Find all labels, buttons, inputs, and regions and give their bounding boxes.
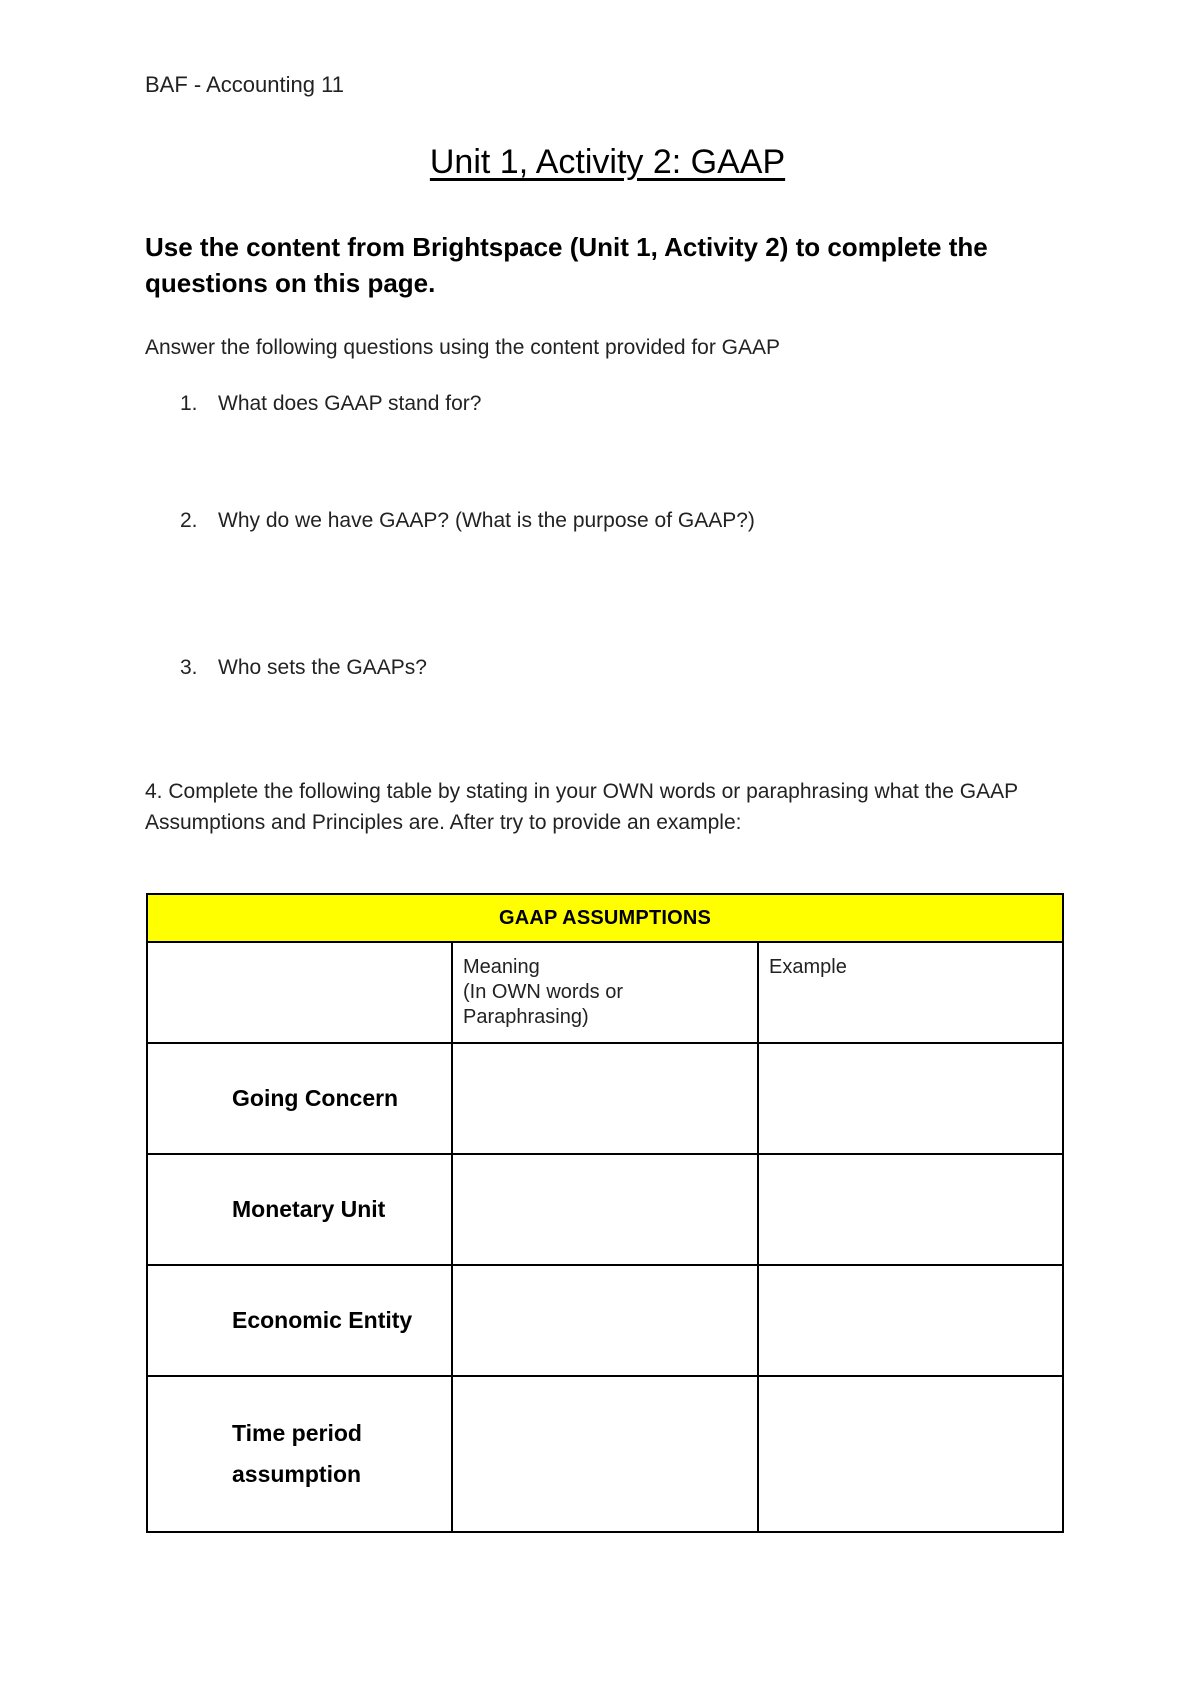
empty-corner-cell (147, 942, 452, 1043)
row-label: Time period assumption (232, 1420, 362, 1487)
instruction-text: Use the content from Brightspace (Unit 1, Activity 2) to complete the questions on this page. (145, 232, 988, 298)
question-text: What does GAAP stand for? (218, 392, 482, 415)
meaning-answer-cell[interactable] (452, 1154, 758, 1265)
meaning-sublabel: (In OWN words or Paraphrasing) (463, 981, 624, 1028)
course-header: BAF - Accounting 11 (145, 72, 344, 97)
meaning-label: Meaning (463, 956, 540, 978)
meaning-answer-cell[interactable] (452, 1265, 758, 1376)
table-row (147, 1376, 1063, 1532)
question-4: 4. Complete the following table by stating in your OWN words or paraphrasing what the GAAP Assumptions and Principles are. After try to provide an example: (145, 780, 1018, 834)
row-label: Going Concern (232, 1085, 399, 1111)
example-answer-cell[interactable] (758, 1043, 1063, 1154)
row-label-cell (147, 1043, 452, 1154)
example-answer-cell[interactable] (758, 1376, 1063, 1532)
question-2 (180, 509, 755, 533)
gaap-assumptions-table (146, 893, 1064, 1533)
table-row (147, 1043, 1063, 1154)
meaning-answer-cell[interactable] (452, 1376, 758, 1532)
question-text: Why do we have GAAP? (What is the purpose of GAAP?) (218, 509, 755, 532)
table-header: GAAP ASSUMPTIONS (147, 894, 1063, 942)
column-header-meaning (452, 942, 758, 1043)
table-row (147, 1154, 1063, 1265)
question-number: 1. (180, 392, 198, 415)
example-answer-cell[interactable] (758, 1265, 1063, 1376)
question-1 (180, 392, 481, 416)
table-row (147, 1265, 1063, 1376)
row-label: Monetary Unit (232, 1196, 386, 1222)
row-label-cell (147, 1154, 452, 1265)
page-title: Unit 1, Activity 2: GAAP (429, 143, 786, 181)
column-header-example (758, 942, 1063, 1043)
meaning-answer-cell[interactable] (452, 1043, 758, 1154)
question-3 (180, 656, 427, 680)
question-number: 2. (180, 509, 198, 532)
row-label-cell (147, 1376, 452, 1532)
example-label: Example (769, 956, 847, 978)
row-label: Economic Entity (232, 1307, 413, 1333)
row-label-cell (147, 1265, 452, 1376)
question-number: 3. (180, 656, 198, 679)
lead-text: Answer the following questions using the content provided for GAAP (145, 336, 781, 359)
example-answer-cell[interactable] (758, 1154, 1063, 1265)
question-text: Who sets the GAAPs? (218, 656, 427, 679)
